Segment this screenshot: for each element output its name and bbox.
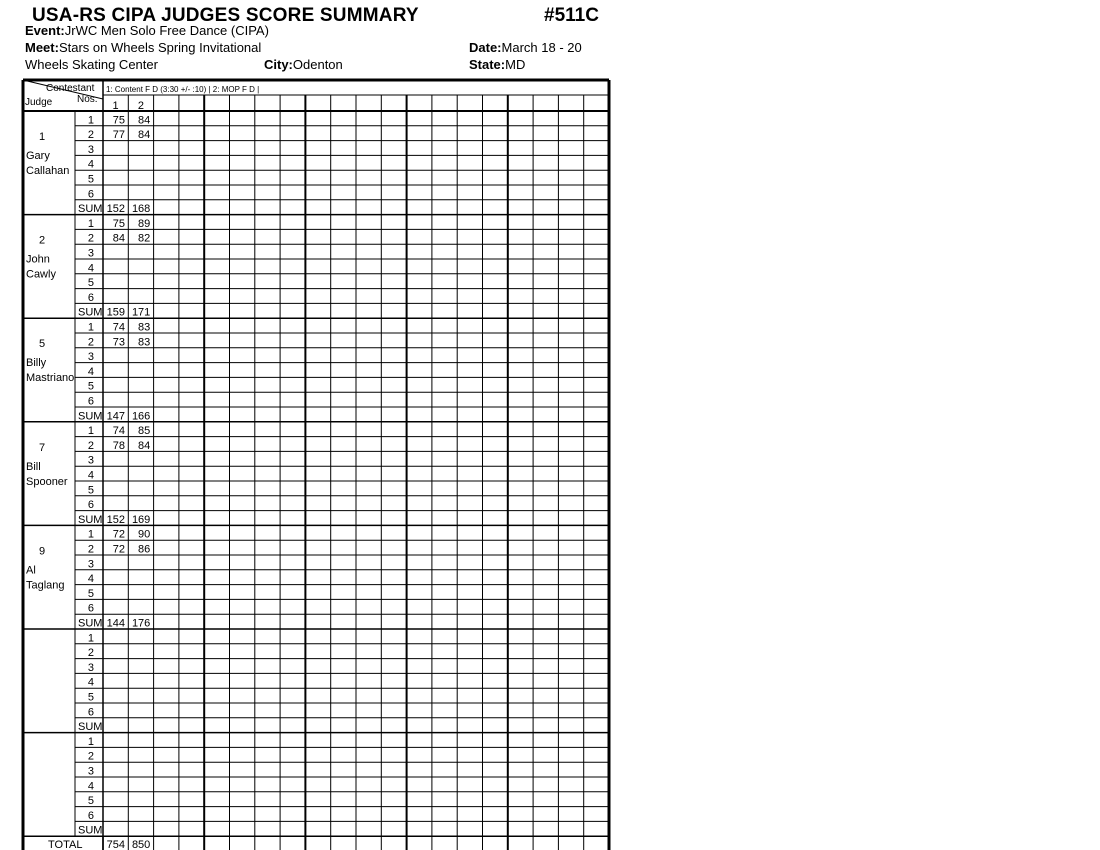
sum-cell: 152 [106, 513, 125, 526]
row-number: 1 [87, 217, 94, 230]
sum-cell: 168 [131, 203, 151, 216]
row-number: 1 [87, 114, 94, 127]
judge-first-name: Bill [26, 460, 41, 473]
score-cell: 78 [112, 439, 125, 452]
meet-label: Meet: [25, 40, 59, 55]
row-number: 5 [87, 277, 94, 290]
sum-cell: 147 [106, 410, 125, 423]
sum-label: SUM [78, 824, 103, 837]
row-number: 1 [87, 425, 94, 438]
row-number: 5 [87, 380, 94, 393]
row-number: 6 [87, 395, 94, 408]
judge-last-name: Taglang [26, 579, 65, 592]
row-number: 1 [87, 321, 94, 334]
judge-number: 9 [38, 545, 46, 558]
score-cell: 84 [112, 232, 125, 245]
row-number: 3 [87, 765, 94, 778]
judge-number: 5 [38, 338, 46, 351]
score-cell: 85 [138, 425, 151, 438]
judge-last-name: Spooner [26, 475, 68, 488]
score-cell: 83 [138, 336, 151, 349]
row-number: 4 [87, 158, 94, 171]
score-cell: 74 [112, 321, 125, 334]
corner-judge-label: Judge [25, 97, 53, 108]
judge-number: 1 [38, 131, 46, 143]
row-number: 4 [87, 676, 94, 689]
state-label: State: [469, 57, 506, 72]
row-number: 6 [87, 706, 94, 719]
judge-last-name: Mastriano [26, 372, 75, 385]
contestant-number: 2 [137, 100, 144, 112]
row-number: 2 [87, 439, 94, 452]
sum-cell: 171 [131, 306, 151, 319]
score-cell: 75 [112, 217, 125, 230]
score-cell: 84 [138, 129, 151, 142]
row-number: 3 [87, 558, 94, 571]
row-number: 3 [87, 351, 94, 364]
row-number: 4 [87, 573, 94, 586]
judge-last-name: Cawly [26, 268, 56, 281]
row-number: 2 [87, 336, 94, 349]
row-number: 2 [87, 129, 94, 142]
score-cell: 89 [138, 217, 151, 230]
sum-label: SUM [78, 513, 103, 526]
score-cell: 90 [138, 528, 151, 541]
row-number: 2 [87, 543, 94, 556]
row-number: 3 [87, 454, 94, 467]
row-number: 2 [87, 232, 94, 245]
row-number: 4 [87, 262, 94, 275]
row-number: 5 [87, 484, 94, 497]
total-cell: 850 [131, 839, 151, 850]
row-number: 1 [87, 735, 94, 748]
row-number: 6 [87, 499, 94, 512]
row-number: 6 [87, 809, 94, 822]
sum-cell: 166 [131, 410, 151, 423]
sum-cell: 169 [131, 513, 151, 526]
sum-label: SUM [78, 410, 103, 423]
row-number: 2 [87, 750, 94, 763]
sum-label: SUM [78, 721, 103, 734]
row-number: 4 [87, 780, 94, 793]
row-number: 6 [87, 291, 94, 304]
score-cell: 77 [112, 129, 125, 142]
venue: Wheels Skating Center [25, 57, 158, 72]
sum-label: SUM [78, 203, 103, 216]
score-cell: 84 [138, 439, 151, 452]
score-cell: 86 [138, 543, 151, 556]
judge-first-name: Al [26, 564, 36, 577]
criteria-legend: 1: Content F D (3:30 +/- :10) | 2: MOP F D | [106, 85, 260, 94]
row-number: 6 [87, 602, 94, 615]
sum-cell: 152 [106, 203, 125, 216]
score-cell: 74 [112, 425, 125, 438]
city-label: City: [264, 57, 293, 72]
total-cell: 754 [106, 839, 125, 850]
row-number: 5 [87, 587, 94, 600]
score-cell: 73 [112, 336, 125, 349]
event-value: JrWC Men Solo Free Dance (CIPA) [64, 23, 269, 38]
score-cell: 72 [112, 528, 125, 541]
corner-nos-label: Nos. [77, 94, 98, 105]
judge-first-name: Billy [26, 357, 47, 370]
sum-label: SUM [78, 617, 103, 630]
row-number: 5 [87, 691, 94, 704]
contestant-number: 1 [112, 100, 119, 112]
row-number: 5 [87, 795, 94, 808]
judge-first-name: John [26, 253, 50, 266]
meet-value: Stars on Wheels Spring Invitational [58, 40, 262, 55]
score-cell: 82 [138, 232, 151, 245]
row-number: 4 [87, 365, 94, 378]
date-label: Date: [469, 40, 502, 55]
judge-number: 7 [38, 441, 46, 454]
judge-last-name: Callahan [26, 165, 70, 177]
row-number: 1 [87, 632, 94, 645]
row-number: 3 [87, 143, 94, 156]
event-label: Event: [25, 23, 65, 38]
sum-cell: 144 [106, 617, 125, 630]
judge-first-name: Gary [26, 150, 50, 162]
city-value: Odenton [292, 57, 343, 72]
state-value: MD [505, 57, 526, 72]
score-cell: 84 [138, 114, 151, 127]
date-value: March 18 - 20 [501, 40, 582, 55]
row-number: 2 [87, 647, 94, 660]
sum-cell: 176 [131, 617, 151, 630]
row-number: 6 [87, 188, 94, 201]
form-code: #511C [544, 5, 599, 26]
row-number: 5 [87, 173, 94, 186]
score-cell: 83 [138, 321, 151, 334]
row-number: 3 [87, 661, 94, 674]
corner-contestant-label: Contestant [46, 83, 95, 94]
sum-cell: 159 [106, 306, 125, 319]
row-number: 4 [87, 469, 94, 482]
judge-number: 2 [38, 234, 46, 247]
total-label: TOTAL [48, 839, 83, 850]
sum-label: SUM [78, 306, 103, 319]
row-number: 1 [87, 528, 94, 541]
row-number: 3 [87, 247, 94, 260]
score-cell: 72 [112, 543, 125, 556]
page-title: USA-RS CIPA JUDGES SCORE SUMMARY [32, 5, 419, 26]
score-cell: 75 [112, 114, 125, 127]
